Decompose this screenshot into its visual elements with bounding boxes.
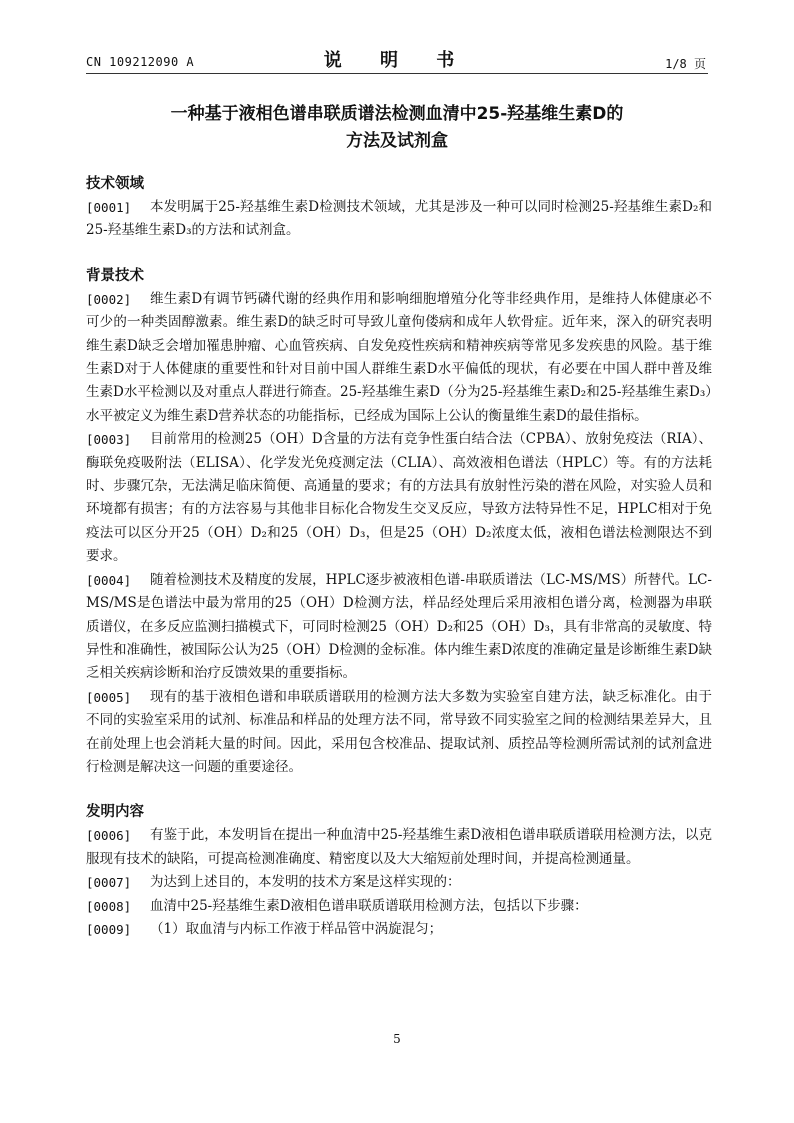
paragraph-number: [ 0001 ] [86, 196, 131, 219]
title-line-2: 方法及试剂盒 [346, 131, 448, 151]
header-rule [86, 73, 708, 74]
paragraph-text: 为达到上述目的，本发明的技术方案是这样实现的： [150, 874, 461, 891]
paragraph [86, 895, 712, 918]
title-line-1: 一种基于液相色谱串联质谱法检测血清中25-羟基维生素D的 [170, 104, 624, 124]
document-type: 说 明 书 [323, 50, 471, 71]
paragraph-number: [ 0007 ] [86, 871, 131, 894]
paragraph-number: [ 0004 ] [86, 569, 131, 592]
paragraph-text: 本发明属于25-羟基维生素D检测技术领域，尤其是涉及一种可以同时检测25-羟基维生素D₂和25-羟基维生素D₃的方法和试剂盒。 [86, 199, 712, 239]
paragraph [86, 918, 712, 941]
paragraph-text: 血清中25-羟基维生素D液相色谱串联质谱联用检测方法，包括以下步骤： [150, 897, 588, 914]
paragraph [86, 428, 712, 568]
paragraph [86, 686, 712, 780]
document-body [86, 172, 712, 941]
paragraph-number: [ 0009 ] [86, 918, 131, 941]
page-label: 1/8 页 [665, 57, 706, 71]
section-heading: 背景技术 [86, 267, 144, 284]
paragraph-number: [ 0003 ] [86, 428, 131, 451]
paragraph-number: [ 0005 ] [86, 686, 131, 709]
paragraph-text: （1）取血清与内标工作液于样品管中涡旋混匀； [150, 920, 443, 937]
patent-number: CN 109212090 A [86, 55, 195, 69]
paragraph [86, 288, 712, 428]
page-number: 5 [393, 1032, 401, 1046]
paragraph-text: 现有的基于液相色谱和串联质谱联用的检测方法大多数为实验室自建方法，缺乏标准化。由于不同的实验室采用的试剂、标准品和样品的处理方法不同，常导致不同实验室之间的检测结果差异大，且在前处理上也会消耗大量的时间。因此，采用包含校准品、提取试剂、质控品等检测所需试剂的试剂盒进行检测是解决这一问题的重要途径。 [86, 688, 712, 775]
paragraph [86, 824, 712, 871]
paragraph-text: 随着检测技术及精度的发展，HPLC逐步被液相色谱-串联质谱法（LC-MS/MS）所替代。LC-MS/MS是色谱法中最为常用的25（OH）D检测方法，样品经处理后采用液相色谱分离，检测器为串联质谱仪，在多反应监测扫描模式下，可同时检测25（OH）D₂和25（OH）D₃，具有非常高的灵敏度、特异性和准确性，被国际公认为25（OH）D检测的金标准。体内维生素D浓度的准确定量是诊断维生素D缺乏相关疾病诊断和治疗反馈效果的重要指标。 [86, 571, 712, 682]
paragraph [86, 871, 712, 894]
paragraph [86, 569, 712, 686]
section-heading: 技术领域 [86, 176, 144, 192]
paragraph-text: 目前常用的检测25（OH）D含量的方法有竞争性蛋白结合法（CPBA）、放射免疫法（RIA）、酶联免疫吸附法（ELISA）、化学发光免疫测定法（CLIA）、高效液相色谱法（HPLC）等。有的方法耗时、步骤冗杂，无法满足临床简便、高通量的要求；有的方法具有放射性污染的潜在风险，对实验人员和环境都有损害；有的方法容易与其他非目标化合物发生交叉反应，导致方法特异性不足，HPLC相对于免疫法可以区分开25（OH）D₂和25（OH）D₃，但是25（OH）D₂浓度太低，液相色谱法检测限达不到要求。 [86, 431, 712, 565]
paragraph [86, 196, 712, 243]
section-heading: 发明内容 [86, 804, 144, 821]
paragraph-text: 维生素D有调节钙磷代谢的经典作用和影响细胞增殖分化等非经典作用，是维持人体健康必不可少的一种类固醇激素。维生素D的缺乏时可导致儿童佝偻病和成年人软骨症。近年来，深入的研究表明维生素D缺乏会增加罹患肿瘤、心血管疾病、自发免疫性疾病和精神疾病等常见多发疾患的风险。基于维生素D对于人体健康的重要性和针对目前中国人群维生素D水平偏低的现状，有必要在中国人群中普及维生素D水平检测以及对重点人群进行筛查。25-羟基维生素D（分为25-羟基维生素D₂和25-羟基维生素D₃）水平被定义为维生素D营养状态的功能指标，已经成为国际上公认的衡量维生素D的最佳指标。 [86, 290, 712, 424]
paragraph-text: 有鉴于此，本发明旨在提出一种血清中25-羟基维生素D液相色谱串联质谱联用检测方法，以克服现有技术的缺陷，可提高检测准确度、精密度以及大大缩短前处理时间，并提高检测通量。 [86, 827, 712, 867]
paragraph-number: [ 0002 ] [86, 288, 131, 311]
paragraph-number: [ 0006 ] [86, 824, 131, 847]
paragraph-number: [ 0008 ] [86, 895, 131, 918]
